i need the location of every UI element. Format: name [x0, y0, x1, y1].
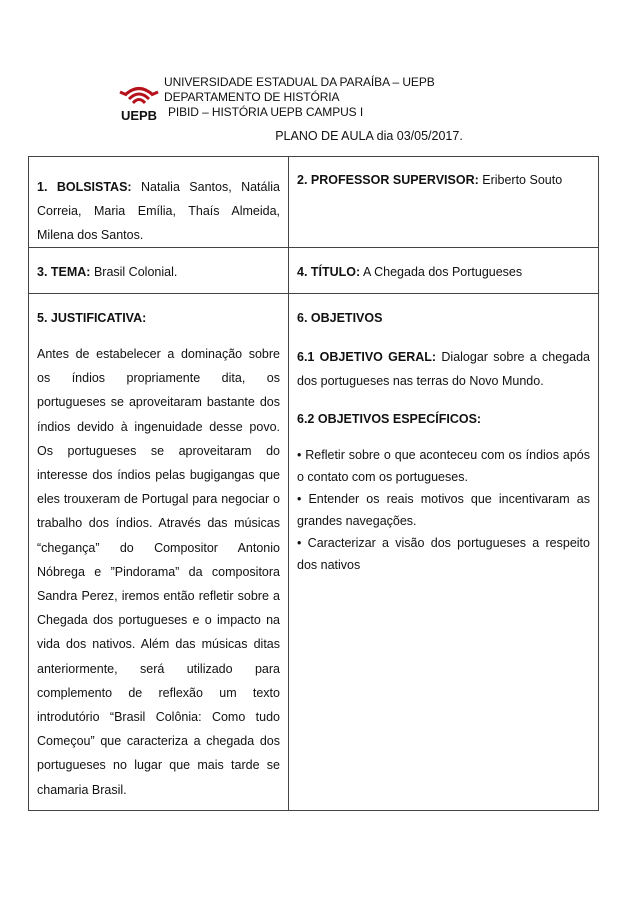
institution-header — [164, 75, 435, 120]
objetivos-label: 6. OBJETIVOS — [297, 311, 383, 325]
cell-justificativa — [29, 294, 289, 811]
table-row — [29, 294, 599, 811]
objetivo-geral-text — [297, 345, 590, 393]
list-item: • Entender os reais motivos que incentivaram as grandes navegações. — [297, 492, 590, 528]
tema-value: Brasil Colonial. — [90, 265, 178, 279]
uepb-logo — [116, 74, 162, 122]
objetivos-especificos-label: 6.2 OBJETIVOS ESPECÍFICOS: — [297, 412, 482, 426]
supervisor-label: 2. PROFESSOR SUPERVISOR: — [297, 173, 479, 187]
tema-label: 3. TEMA: — [37, 265, 91, 279]
cell-tema — [29, 248, 289, 294]
plan-title — [0, 129, 638, 143]
university-name: UNIVERSIDADE ESTADUAL DA PARAÍBA – UEPB — [164, 75, 435, 89]
cell-objetivos — [289, 294, 599, 811]
supervisor-text — [297, 157, 590, 187]
justificativa-label: 5. JUSTIFICATIVA: — [37, 311, 147, 325]
program-name: PIBID – HISTÓRIA UEPB CAMPUS I — [168, 105, 364, 119]
tema-text — [37, 248, 280, 279]
titulo-value: A Chegada dos Portugueses — [360, 265, 523, 279]
cell-supervisor — [289, 157, 599, 248]
titulo-label: 4. TÍTULO: — [297, 265, 361, 279]
objetivos-especificos-list — [297, 444, 590, 576]
bolsistas-label: 1. BOLSISTAS: — [37, 180, 132, 194]
cell-titulo — [289, 248, 599, 294]
department-name: DEPARTAMENTO DE HISTÓRIA — [164, 90, 340, 104]
list-item: • Caracterizar a visão dos portugueses a respeito dos nativos — [297, 536, 590, 572]
table-row — [29, 248, 599, 294]
lesson-plan-table — [28, 156, 599, 811]
supervisor-value: Eriberto Souto — [478, 173, 563, 187]
plan-title-text: PLANO DE AULA dia 03/05/2017. — [275, 129, 463, 143]
objetivo-geral-label: 6.1 OBJETIVO GERAL: — [297, 350, 437, 364]
logo-text: UEPB — [120, 108, 158, 122]
cell-bolsistas — [29, 157, 289, 248]
justificativa-text: Antes de estabelecer a dominação sobre os índios propriamente dita, os portugueses se aproveitaram bastante dos índios devido à ingenuidade desse povo. Os portugueses se aproveitaram do interesse dos índios pelas bugigangas que eles trouxeram de Portugal para negociar o trabalho dos índios. Através das músicas “chegança” do Compositor Antonio Nóbrega e ”Pindorama” da compositora Sandra Perez, iremos então refletir sobre a Chegada dos portugueses e o impacto na vida dos nativos. Além das músicas ditas anteriormente, será utilizado para complemento de reflexão um texto introdutório “Brasil Colônia: Como tudo Começou” que caracteriza a chegada dos portugueses no lugar que mais tarde se chamaria Brasil. — [37, 347, 280, 797]
table-row — [29, 157, 599, 248]
bolsistas-value: Natalia Santos, Natália Correia, Maria Emília, Thaís Almeida, Milena dos Santos. — [37, 180, 280, 242]
bolsistas-text — [37, 157, 280, 247]
list-item: • Refletir sobre o que aconteceu com os índios após o contato com os portugueses. — [297, 448, 590, 484]
objetivo-geral-value: Dialogar sobre a chegada dos portugueses nas terras do Novo Mundo. — [297, 350, 590, 388]
titulo-text — [297, 248, 590, 279]
